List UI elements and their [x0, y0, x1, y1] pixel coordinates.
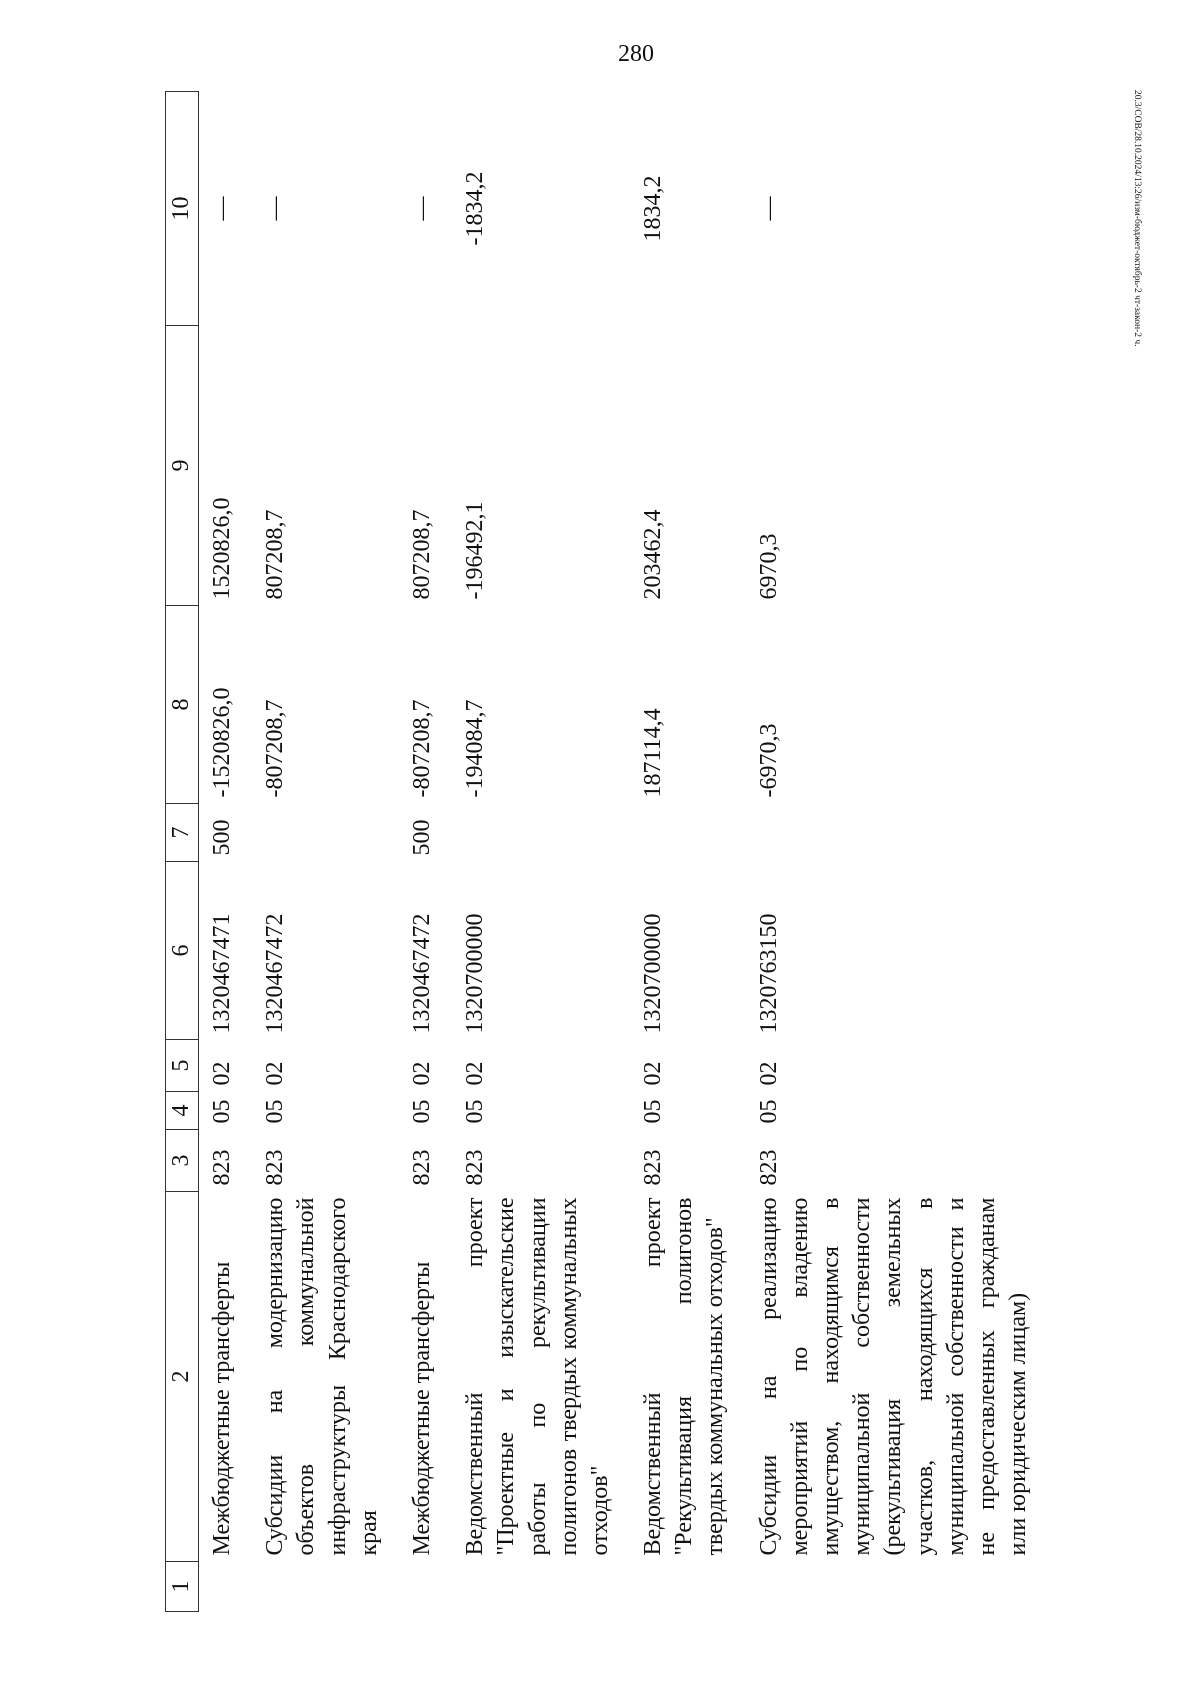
- cell-amount-10: —: [262, 196, 289, 221]
- cell-num: [732, 1562, 1035, 1612]
- cell-type: 500: [408, 819, 435, 856]
- cell-amount-10: -1834,2: [462, 171, 489, 246]
- rotated-table-area: [165, 92, 1085, 1612]
- cell-amount-10: —: [209, 196, 235, 221]
- table-row: [238, 92, 385, 1612]
- column-header: 3: [166, 1130, 199, 1192]
- cell-description: Субсидии на модернизацию объектов коммунальной инфраструктуры Краснодарского края: [262, 1197, 382, 1556]
- cell-amount-10: 1834,2: [640, 175, 667, 242]
- cell-code: 823: [640, 1149, 667, 1186]
- column-header: 4: [166, 1092, 199, 1130]
- cell-code: 823: [209, 1149, 235, 1186]
- table-row: [385, 92, 438, 1612]
- cell-subsection: 02: [640, 1061, 667, 1086]
- cell-subsection: 02: [462, 1061, 489, 1086]
- cell-amount-8: -6970,3: [755, 723, 782, 798]
- cell-subsection: 02: [209, 1061, 235, 1086]
- cell-amount-9: 1520826,0: [209, 497, 235, 600]
- table-row: [199, 92, 239, 1612]
- column-header: 10: [166, 92, 199, 326]
- cell-target: 1320467472: [408, 913, 435, 1034]
- cell-num: [616, 1562, 732, 1612]
- cell-amount-9: 807208,7: [262, 509, 289, 600]
- table-row: [732, 92, 1035, 1612]
- column-header: 9: [166, 326, 199, 606]
- column-header: 1: [166, 1562, 199, 1612]
- cell-amount-9: 203462,4: [640, 509, 667, 600]
- cell-target: 1320467471: [209, 913, 235, 1034]
- table-header-row: [166, 92, 199, 1612]
- cell-subsection: 02: [408, 1061, 435, 1086]
- cell-section: 05: [755, 1099, 782, 1124]
- column-header: 6: [166, 862, 199, 1040]
- cell-description: Межбюджетные трансферты: [209, 1261, 235, 1556]
- cell-num: [385, 1562, 438, 1612]
- cell-num: [199, 1562, 239, 1612]
- column-header: 8: [166, 606, 199, 804]
- cell-description: Ведомственный проект "Рекультивация полигонов твердых коммунальных отходов": [640, 1197, 729, 1556]
- cell-section: 05: [262, 1099, 289, 1124]
- column-header: 2: [166, 1192, 199, 1562]
- cell-amount-8: -194084,7: [462, 699, 489, 798]
- cell-num: [438, 1562, 616, 1612]
- cell-section: 05: [408, 1099, 435, 1124]
- document-footer-code: 20.3/СОВ/28.10.2024/13:26/изм-бюджет-октябрь-2 чт-закон-2 ч.: [1132, 90, 1142, 347]
- table-row: [616, 92, 732, 1612]
- budget-table: [165, 91, 1034, 1612]
- cell-num: [238, 1562, 385, 1612]
- cell-code: 823: [755, 1149, 782, 1186]
- cell-amount-9: 807208,7: [408, 509, 435, 600]
- cell-type: [238, 804, 385, 862]
- cell-amount-8: 187114,4: [640, 708, 667, 798]
- cell-code: 823: [262, 1149, 289, 1186]
- cell-target: 1320467472: [262, 913, 289, 1034]
- cell-amount-9: -196492,1: [462, 501, 489, 600]
- cell-type: [732, 804, 1035, 862]
- cell-subsection: 02: [755, 1061, 782, 1086]
- cell-type: [616, 804, 732, 862]
- column-header: 5: [166, 1040, 199, 1092]
- table-row: [438, 92, 616, 1612]
- cell-amount-8: -807208,7: [262, 699, 289, 798]
- cell-section: 05: [209, 1099, 235, 1124]
- cell-target: 1320700000: [462, 913, 489, 1034]
- cell-amount-8: -807208,7: [408, 699, 435, 798]
- cell-amount-9: 6970,3: [755, 533, 782, 600]
- cell-description: Межбюджетные трансферты: [408, 1261, 435, 1556]
- cell-description: Ведомственный проект "Проектные и изыскательские работы по рекультивации полигонов твердых коммунальных отходов": [462, 1197, 613, 1556]
- cell-type: 500: [209, 819, 235, 856]
- cell-section: 05: [462, 1099, 489, 1124]
- cell-target: 1320763150: [755, 913, 782, 1034]
- cell-code: 823: [408, 1149, 435, 1186]
- column-header: 7: [166, 804, 199, 862]
- cell-description: Субсидии на реализацию мероприятий по владению имуществом, находящимся в муниципальной собственности (рекультивация земельных участков, находящихся в муниципальной собственности и не предоставленных гражданам или юридическим лицам): [755, 1197, 1032, 1556]
- cell-code: 823: [462, 1149, 489, 1186]
- cell-type: [438, 804, 616, 862]
- cell-amount-10: —: [408, 196, 435, 221]
- cell-subsection: 02: [262, 1061, 289, 1086]
- cell-amount-10: —: [755, 196, 782, 221]
- cell-amount-8: -1520826,0: [209, 687, 235, 798]
- cell-target: 1320700000: [640, 913, 667, 1034]
- cell-section: 05: [640, 1099, 667, 1124]
- page-number: 280: [618, 41, 654, 67]
